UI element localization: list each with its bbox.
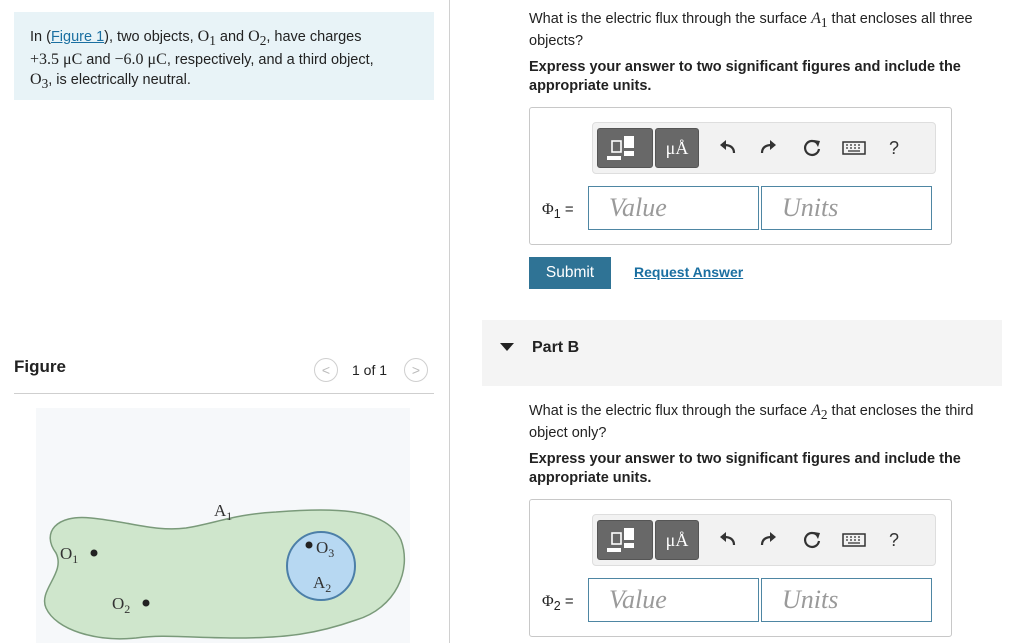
intro-text: , is electrically neutral.: [48, 72, 191, 89]
value-input[interactable]: Value: [588, 186, 759, 230]
reset-icon[interactable]: [797, 133, 827, 163]
figure-pager: 1 of 1: [352, 362, 388, 378]
units-button[interactable]: μÅ: [655, 128, 699, 168]
object-o2-dot: [143, 600, 150, 607]
o3-symbol: O: [30, 71, 42, 89]
o2-symbol: O: [248, 28, 260, 45]
o1-subscript: 1: [209, 33, 216, 49]
figure-link[interactable]: Figure 1: [50, 29, 105, 45]
figure-image: [36, 408, 410, 643]
phi1-label: [542, 201, 574, 221]
question-text: What is the electric flux through the surface: [529, 403, 812, 419]
object-o3-dot: [306, 542, 313, 549]
units-input[interactable]: Units: [761, 578, 932, 622]
math-toolbar: [592, 122, 936, 174]
charge-2: −6.0 μC: [114, 51, 167, 69]
intro-text: ), two objects,: [104, 29, 198, 45]
o3-subscript: 3: [41, 76, 49, 92]
surface-letter: A: [811, 10, 821, 27]
intro-text: , respectively, and a third object,: [166, 52, 374, 69]
part-a-question: [529, 9, 999, 51]
units-button[interactable]: μÅ: [655, 520, 699, 560]
chevron-left-icon[interactable]: <: [314, 358, 338, 382]
intro-text: , have charges: [266, 29, 362, 45]
intro-text: In (: [30, 29, 51, 45]
help-icon[interactable]: ?: [888, 137, 899, 158]
submit-button[interactable]: Submit: [529, 257, 611, 289]
keyboard-icon[interactable]: [839, 133, 869, 163]
phi-subscript: 2: [553, 599, 561, 613]
part-a-answer-box: [529, 107, 952, 245]
reset-icon[interactable]: [797, 525, 827, 555]
phi2-label: [542, 593, 574, 613]
redo-icon[interactable]: [753, 525, 783, 555]
phi-symbol: Φ: [542, 201, 554, 218]
label-o2: $O_2$: [112, 594, 131, 616]
charge-1: +3.5 μC: [30, 51, 83, 69]
figure-header: [14, 355, 434, 394]
object-o1: [197, 28, 216, 49]
surface-subscript: 2: [820, 407, 828, 423]
template-icon[interactable]: [597, 520, 653, 560]
object-o3: [30, 71, 49, 92]
question-text: that encloses all three objects?: [529, 11, 973, 50]
undo-icon[interactable]: [713, 525, 743, 555]
request-answer-link[interactable]: Request Answer: [634, 264, 744, 280]
intro-text: and: [82, 52, 115, 69]
redo-icon[interactable]: [753, 133, 783, 163]
label-o3: $O_3$: [316, 538, 335, 560]
pane-divider: [449, 0, 450, 643]
math-toolbar: [592, 514, 936, 566]
figure-title: Figure: [14, 357, 66, 376]
object-o1-dot: [91, 550, 98, 557]
intro-text: and: [215, 29, 249, 45]
chevron-right-icon[interactable]: >: [404, 358, 428, 382]
undo-icon[interactable]: [713, 133, 743, 163]
surface-letter: A: [811, 402, 821, 419]
equals-sign: =: [560, 201, 574, 218]
units-input[interactable]: Units: [761, 186, 932, 230]
o1-symbol: O: [197, 28, 210, 45]
question-text: What is the electric flux through the surface: [529, 11, 812, 27]
phi-subscript: 1: [553, 207, 561, 221]
o2-subscript: 2: [259, 33, 267, 49]
help-icon[interactable]: ?: [888, 529, 899, 550]
surface-symbol: [811, 402, 828, 423]
label-a1: $A_1$: [214, 501, 233, 523]
surface-subscript: 1: [820, 15, 828, 31]
part-b-answer-box: [529, 499, 952, 637]
part-b-question: [529, 401, 999, 443]
part-b-instruction: Express your answer to two significant figures and include the appropriate units.: [529, 451, 961, 486]
phi-symbol: Φ: [542, 593, 554, 610]
question-text: that encloses the third object only?: [529, 403, 974, 442]
value-input[interactable]: Value: [588, 578, 759, 622]
keyboard-icon[interactable]: [839, 525, 869, 555]
equals-sign: =: [560, 593, 574, 610]
caret-down-icon[interactable]: [500, 343, 514, 351]
object-o2: [248, 28, 267, 49]
part-a-instruction: Express your answer to two significant figures and include the appropriate units.: [529, 59, 961, 94]
label-o1: $O_1$: [60, 544, 79, 566]
part-b-header[interactable]: [482, 320, 1002, 386]
problem-statement: [14, 12, 434, 100]
figure-svg: [36, 408, 410, 643]
surface-symbol: [811, 10, 828, 31]
template-icon[interactable]: [597, 128, 653, 168]
part-b-title: Part B: [532, 339, 580, 356]
label-a2: $A_2$: [313, 573, 332, 595]
